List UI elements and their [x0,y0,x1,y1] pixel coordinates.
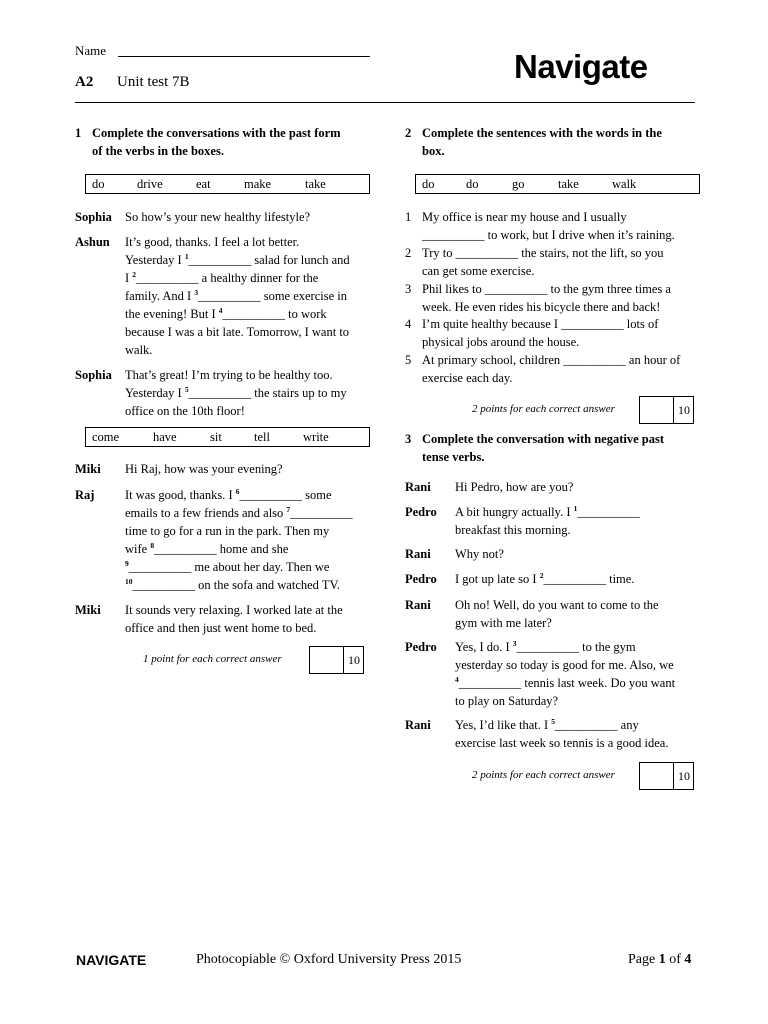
item-number: 3 [405,282,412,296]
score-total: 10 [678,769,690,783]
sentence-line[interactable]: can get some exercise. [422,264,535,278]
speaker-name: Rani [405,480,431,494]
exercise-1-instruction: 1 Complete the conversations with the past form of the verbs in the boxes. [75,126,341,158]
word-box-item: do [92,177,105,191]
word-box-item: come [92,430,120,444]
conversation-2: Miki Hi Raj, how was your evening? Raj It was good, thanks. I $^6$__________ some emails to a few friends and also $^7$__________ time to go for a run in the park. Then my wife $^8$__________ home and she $^9$__________ me about her day. Then we $^{10}$__________ on the sofa and watched TV. Miki It sounds very relaxing. I worked late at the office and then just went home to bed. [75,462,353,635]
answer-blank[interactable]: __________ [290,506,353,520]
unit-title: Unit test 7B [117,74,190,90]
score-box [639,762,694,790]
answer-blank[interactable]: __________ salad for lunch and [188,253,350,267]
navigate-logo: Navigate [514,48,648,85]
word-box-item: have [153,430,177,444]
word-box-item: tell [254,430,270,444]
score-input[interactable] [310,647,344,673]
speaker-name: Rani [405,718,431,732]
word-box-1 [85,174,370,194]
speaker-name: Ashun [75,235,110,249]
speaker-name: Sophia [75,210,112,224]
answer-blank[interactable]: __________ some exercise in [198,289,348,303]
item-number: 4 [405,317,412,331]
answer-blank[interactable]: __________ tennis last week. Do you want [458,676,676,690]
sentence-line[interactable]: At primary school, children __________ an hour of [422,353,681,367]
exercise-number: 1 [75,126,82,140]
score-total: 10 [348,653,360,667]
speaker-name: Miki [75,603,101,617]
sentence-line[interactable]: My office is near my house and I usually [422,210,627,224]
score-total: 10 [678,403,690,417]
sentence-list [405,209,700,389]
score-note: 2 points for each correct answer [472,403,615,415]
score-box [309,646,364,674]
level-label: A2 [75,74,94,90]
word-box-item: write [303,430,329,444]
answer-blank[interactable]: __________ a healthy dinner for the [136,271,319,285]
sentence-line[interactable]: physical jobs around the house. [422,335,580,349]
answer-blank[interactable]: __________ some [239,488,332,502]
footer-copyright: Photocopiable © Oxford University Press 2015 [196,952,462,967]
word-box-2 [85,427,370,447]
score-note: 1 point for each correct answer [143,653,282,665]
word-box-item: drive [137,177,163,191]
exercise-number: 2 [405,126,412,140]
sentence-line[interactable]: exercise each day. [422,371,513,385]
score-input[interactable] [640,397,674,423]
score-note: 2 points for each correct answer [472,769,615,781]
word-box-3 [415,174,700,194]
page-indicator: Page 1 of 4 [628,952,692,967]
word-box-item: make [244,177,272,191]
name-field[interactable] [118,56,370,57]
footer-brand: NAVIGATE [76,952,147,968]
answer-blank[interactable]: __________ home and she [154,542,289,556]
sentence-line[interactable]: Try to __________ the stairs, not the lift, so you [422,246,664,260]
score-box [639,396,694,424]
answer-blank[interactable]: __________ [577,505,640,519]
word-box-item: sit [210,430,222,444]
word-box-item: walk [612,177,637,191]
speaker-name: Pedro [405,505,437,519]
name-label: Name [75,43,107,58]
sentence-line[interactable]: I’m quite healthy because I __________ lots of [422,317,659,331]
speaker-name: Pedro [405,572,437,586]
sentence-line[interactable]: __________ to work, but I drive when it’s raining. [422,228,675,242]
speaker-name: Pedro [405,640,437,654]
answer-blank[interactable]: __________ time. [543,572,635,586]
answer-blank[interactable]: __________ to the gym [516,640,636,654]
speaker-name: Sophia [75,368,112,382]
word-box-item: do [466,177,479,191]
answer-blank[interactable]: __________ to work [222,307,327,321]
conversation-1: Sophia So how’s your new healthy lifestyle? Ashun It’s good, thanks. I feel a lot better. Yesterday I $^1$__________ salad for lunch and I $^2$__________ a healthy dinner for the family. And I $^3$__________ some exercise in the evening! But I $^4$__________ to work because I was a bit late. Tomorrow, I want to walk. Sophia That’s great! I’m trying to be healthy too. Yesterday I $^5$__________ the stairs up to my office on the 10th floor! [75,210,350,418]
speaker-name: Rani [405,598,431,612]
answer-blank[interactable]: __________ any [555,718,639,732]
speaker-name: Raj [75,488,95,502]
answer-blank[interactable]: __________ me about her day. Then we [128,560,330,574]
conversation-3: Rani Hi Pedro, how are you? Pedro A bit hungry actually. I $^1$__________ breakfast this morning. Rani Why not? Pedro I got up late so I $^2$__________ time. Rani Oh no! Well, do you want to come to the gym with me later? Pedro Yes, I do. I $^3$__________ to the gym yesterday so today is good for me. Also, we $^4$__________ tennis last week. Do you want to play on Saturday? Rani Yes, I’d like that. I $^5$__________ any exercise last week so tennis is a good idea. [405,480,676,750]
word-box-item: eat [196,177,211,191]
speaker-name: Rani [405,547,431,561]
item-number: 1 [405,210,412,224]
word-box-item: go [512,177,525,191]
word-box-item: take [558,177,579,191]
speaker-name: Miki [75,462,101,476]
answer-blank[interactable]: __________ the stairs up to my [188,386,347,400]
exercise-3-instruction: 3 Complete the conversation with negative past tense verbs. [405,432,664,464]
score-input[interactable] [640,763,674,789]
word-box-item: take [305,177,326,191]
item-number: 2 [405,246,412,260]
item-number: 5 [405,353,412,367]
header-divider [75,102,695,103]
sentence-line[interactable]: week. He even rides his bicycle there and back! [422,300,661,314]
answer-blank[interactable]: __________ on the sofa and watched TV. [132,578,340,592]
exercise-number: 3 [405,432,412,446]
exercise-2-instruction: 2 Complete the sentences with the words in the box. [405,126,662,158]
sentence-line[interactable]: Phil likes to __________ to the gym three times a [422,282,671,296]
word-box-item: do [422,177,435,191]
